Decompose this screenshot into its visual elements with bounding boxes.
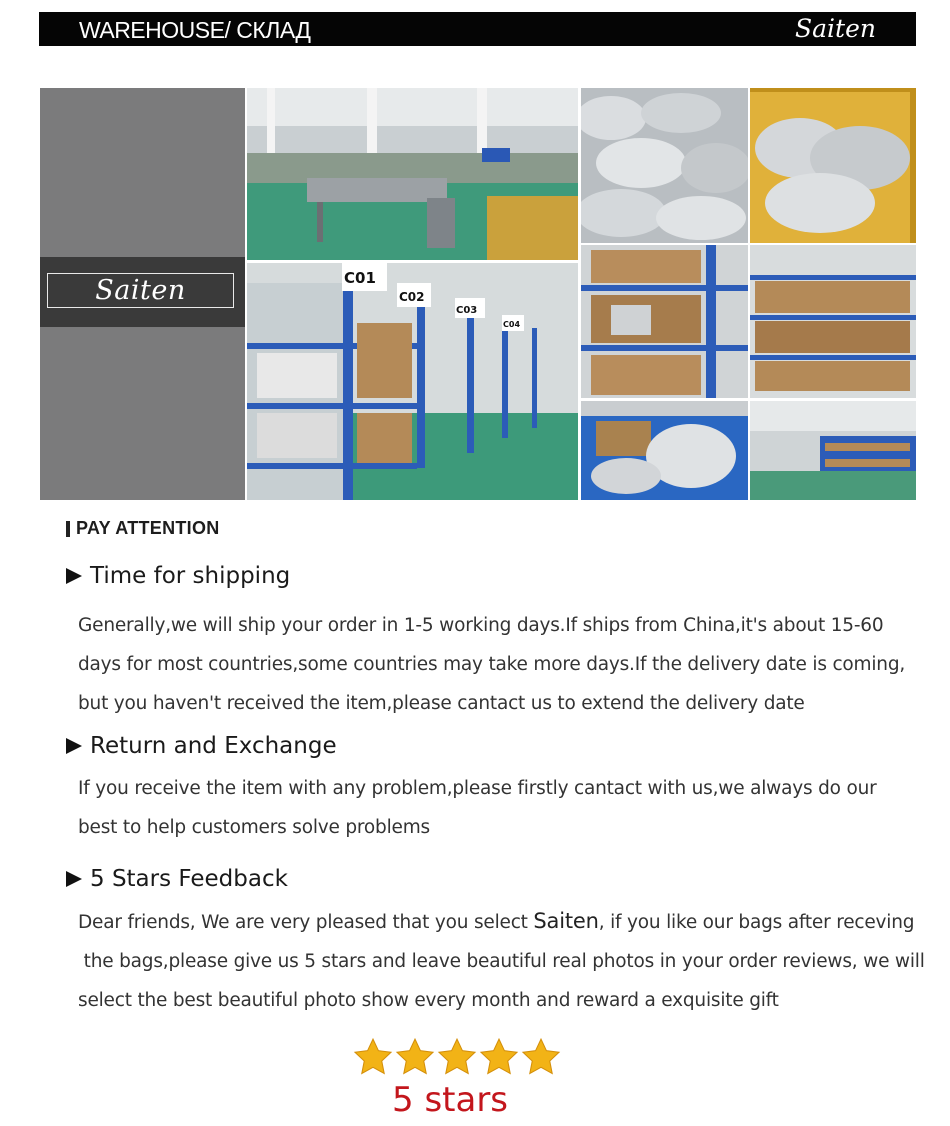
feedback-title: 5 Stars Feedback	[90, 866, 288, 892]
star-icon	[394, 1036, 436, 1078]
play-triangle-icon	[66, 871, 82, 887]
pay-attention-title: PAY ATTENTION	[76, 518, 220, 538]
side-logo-frame	[47, 273, 234, 308]
feedback-line-1-prefix: Dear friends, We are very pleased that you select	[78, 912, 528, 933]
feedback-line-2: the bags,please give us 5 stars and leave beautiful real photos in your order reviews, we will	[78, 951, 925, 972]
play-triangle-icon	[66, 568, 82, 584]
feedback-line-3: select the best beautiful photo show every month and reward a exquisite gift	[78, 990, 779, 1011]
warehouse-gallery	[40, 88, 916, 500]
shipping-line-1: Generally,we will ship your order in 1-5 working days.If ships from China,it's about 15-60	[78, 615, 884, 636]
shelves-row-photo	[750, 245, 916, 398]
shipping-heading	[66, 563, 290, 589]
star-icon	[436, 1036, 478, 1078]
shipping-line-2: days for most countries,some countries may take more days.If the delivery date is coming,	[78, 654, 906, 675]
header-bar	[39, 12, 916, 46]
grey-bags-pile-photo	[581, 88, 748, 243]
feedback-line-1	[78, 902, 918, 942]
shelf-label-c04: C04	[503, 320, 521, 329]
side-panel	[40, 88, 245, 500]
star-icon	[352, 1036, 394, 1078]
return-heading	[66, 733, 337, 759]
return-line-1: If you receive the item with any problem,please firstly cantact with us,we always do our	[78, 778, 877, 799]
five-star-rating	[352, 1036, 562, 1078]
heading-bar	[66, 521, 70, 537]
shelf-label-c01: C01	[344, 269, 376, 287]
shelf-label-c02: C02	[399, 290, 425, 304]
shipping-line-3: but you haven't received the item,please cantact us to extend the delivery date	[78, 693, 805, 714]
feedback-text	[78, 902, 925, 1020]
star-icon	[520, 1036, 562, 1078]
return-title: Return and Exchange	[90, 733, 337, 759]
brand-logo: Saiten	[795, 14, 876, 43]
shelf-label-c03: C03	[456, 305, 478, 316]
stars-label: 5 stars	[392, 1080, 509, 1120]
warehouse-floor-photo	[247, 88, 578, 260]
feedback-heading	[66, 866, 288, 892]
feedback-brand: Saiten	[533, 909, 599, 933]
shelving-aisle-photo	[247, 263, 578, 500]
page-title: WAREHOUSE/ СКЛАД	[79, 17, 311, 43]
warehouse-wide-photo	[750, 401, 916, 500]
pay-attention-heading	[66, 518, 220, 539]
return-text	[78, 769, 918, 847]
play-triangle-icon	[66, 738, 82, 754]
packages-box-photo	[581, 401, 748, 500]
feedback-line-1-suffix: , if you like our bags after receving	[598, 912, 915, 933]
side-logo: Saiten	[95, 275, 186, 306]
shipping-text	[78, 606, 918, 723]
shelves-closeup-photo	[581, 245, 748, 398]
return-line-2: best to help customers solve problems	[78, 817, 430, 838]
bags-in-cage-photo	[750, 88, 916, 243]
star-icon	[478, 1036, 520, 1078]
shipping-title: Time for shipping	[90, 563, 291, 589]
side-logo-band	[40, 257, 245, 327]
